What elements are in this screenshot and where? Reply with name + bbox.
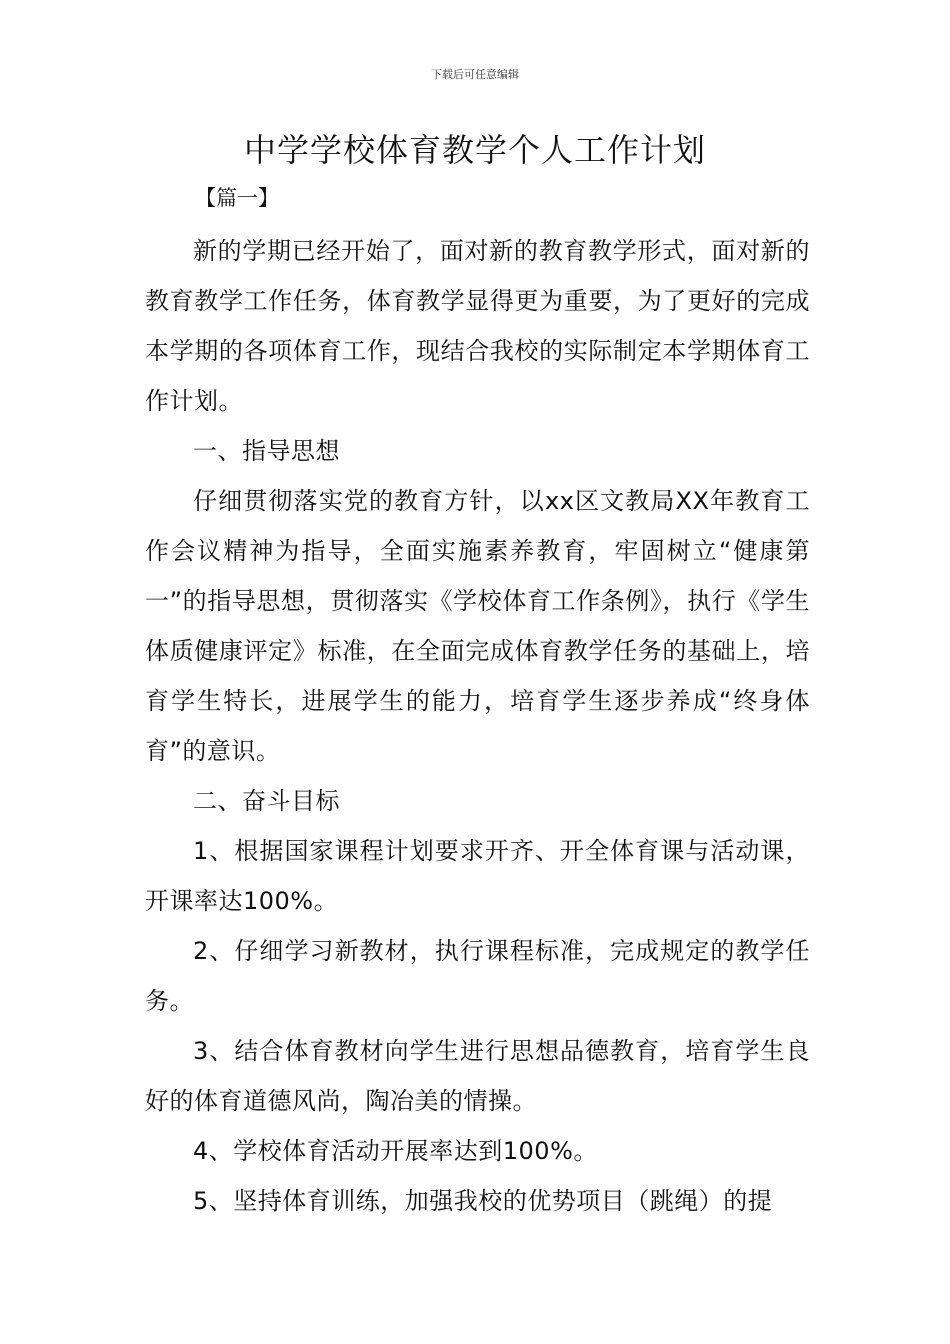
goal-item-4: 4、学校体育活动开展率达到100%。	[193, 1137, 598, 1165]
goal-item-2: 2、仔细学习新教材，执行课程标准，完成规定的教学任务。	[145, 937, 810, 1015]
goal-item-3: 3、结合体育教材向学生进行思想品德教育，培育学生良好的体育道德风尚，陶冶美的情操。	[145, 1037, 810, 1115]
heading-guiding-thought: 一、指导思想	[193, 437, 340, 465]
heading-goals: 二、奋斗目标	[193, 787, 340, 815]
header-note: 下载后可任意编辑	[431, 68, 519, 81]
document-title: 中学学校体育教学个人工作计划	[243, 131, 706, 169]
paragraph-intro: 新的学期已经开始了，面对新的教育教学形式，面对新的教育教学工作任务，体育教学显得更为重要，为了更好的完成本学期的各项体育工作，现结合我校的实际制定本学期体育工作计划。	[145, 237, 810, 415]
section-tag: 【篇一】	[195, 186, 279, 210]
goal-item-1: 1、根据国家课程计划要求开齐、开全体育课与活动课，开课率达100%。	[145, 837, 810, 915]
document-body	[145, 226, 810, 1226]
goal-item-5: 5、坚持体育训练，加强我校的优势项目（跳绳）的提	[193, 1187, 773, 1215]
paragraph-guiding-thought: 仔细贯彻落实党的教育方针，以xx区文教局XX年教育工作会议精神为指导，全面实施素养教育，牢固树立“健康第一”的指导思想，贯彻落实《学校体育工作条例》，执行《学生体质健康评定》标准，在全面完成体育教学任务的基础上，培育学生特长，进展学生的能力，培育学生逐步养成“终身体育”的意识。	[145, 487, 810, 765]
